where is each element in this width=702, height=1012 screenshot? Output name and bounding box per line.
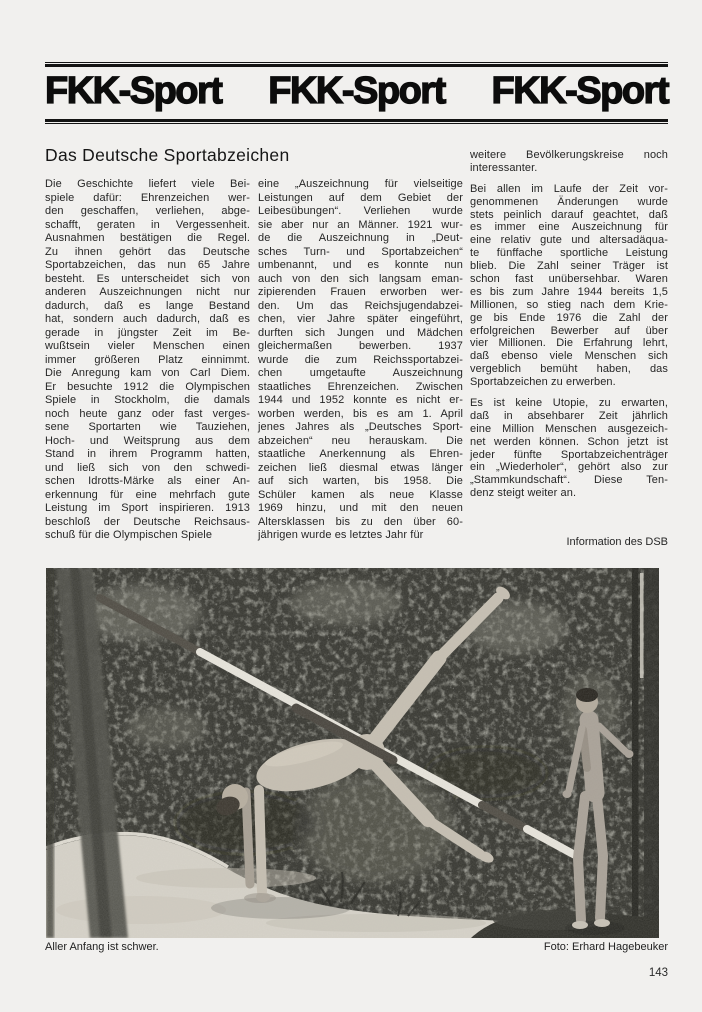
text-line: Spiele in Stockholm, die damals: [45, 394, 250, 406]
text-line: jeder fünfte Sportabzeichenträger: [470, 448, 668, 461]
text-line: spiele dafür: Ehrenzeichen wer-: [45, 191, 250, 204]
text-line: jenes Jahres als „Deutsches Sport-: [258, 421, 463, 433]
text-line: jährigen wurde es letztes Jahr für: [258, 529, 424, 541]
text-line: zeichen ließ diesmal etwas länger: [258, 461, 463, 474]
text-line: durften sich Jungen und Mädchen: [258, 326, 463, 339]
text-line: eine „Auszeichnung für vielseitige: [258, 178, 463, 190]
text-line: te fünffache sportliche Leistung: [470, 247, 668, 260]
text-line: eine relativ gute und altersadäqua-: [470, 234, 668, 247]
text-line: genommenen Änderungen wurde: [470, 195, 668, 208]
text-line: zipierenden Frauen erworben wer-: [258, 286, 463, 298]
text-line: Ausnahmen bestätigen die Regel.: [45, 232, 250, 244]
paragraph-gap: [470, 389, 668, 397]
text-line: auf sich warten, bis 1958. Die: [258, 475, 463, 487]
text-line: sene Sportarten wie Tauziehen,: [45, 421, 250, 433]
top-rule: [45, 62, 668, 67]
bottom-rule: [45, 119, 668, 124]
text-column-3: [470, 149, 668, 500]
paragraph-gap: [470, 175, 668, 183]
text-line: Er besuchte 1912 die Olympischen: [45, 380, 250, 393]
page-number: 143: [648, 967, 668, 979]
text-line: weitere Bevölkerungskreise noch: [470, 149, 668, 161]
text-line: chen, vier Jahre später eingeführt,: [258, 313, 463, 325]
masthead-title: FKK-Sport: [45, 69, 222, 112]
caption-row: [45, 941, 668, 953]
text-column-2: [258, 178, 463, 543]
photo-illustration: [46, 568, 659, 938]
text-line: vergeblich bemüht haben, das: [470, 363, 668, 376]
text-line: de die Auszeichnung in „Deut-: [258, 232, 463, 244]
text-line: „Stammkundschaft“. Diese Ten-: [470, 474, 668, 487]
article-heading: Das Deutsche Sportabzeichen: [45, 145, 290, 165]
text-line: eine Million Menschen ausgezeich-: [470, 422, 668, 435]
text-line: blieb. Die Zahl seiner Träger ist: [470, 260, 668, 273]
text-line: es immer eine Auszeichnung für: [470, 221, 668, 234]
photo-credit: Foto: Erhard Hagebeuker: [543, 941, 668, 953]
text-line: schen Idrotts-Märke als einer An-: [45, 475, 250, 487]
text-line: schafft, geraten in Vergessenheit.: [45, 218, 250, 231]
text-line: Es ist keine Utopie, zu erwarten,: [470, 397, 668, 410]
text-line: vier Millionen. Die Erfahrung lehrt,: [470, 337, 668, 350]
text-line: Sportabzeichen, das nun 65 Jahre: [45, 259, 250, 271]
text-line: Die Geschichte liefert viele Bei-: [45, 178, 250, 190]
text-line: staatliches Ehrenzeichen. Zwischen: [258, 380, 463, 393]
text-line: daß in absehbarer Zeit jährlich: [470, 409, 668, 422]
text-line: schon fast unübersehbar. Waren: [470, 273, 668, 286]
text-line: auch von den sich langsam eman-: [258, 272, 463, 285]
photo-svg: [46, 568, 659, 938]
text-line: beschloß der Deutsche Reichsaus-: [45, 515, 250, 528]
text-line: ge bis Ende 1976 die Zahl der: [470, 311, 668, 324]
text-line: gerade in jüngster Zeit im Be-: [45, 326, 250, 339]
film-grain: [46, 568, 659, 938]
text-line: Hoch- und Weitsprung aus dem: [45, 434, 250, 447]
masthead-title: FKK-Sport: [268, 69, 445, 112]
article-byline: Information des DSB: [566, 536, 668, 548]
text-line: Leistung im Sport inspirieren. 1913: [45, 502, 250, 514]
text-line: 1969 hinzu, und mit den neuen: [258, 502, 463, 514]
text-line: abzeichen“ neu herauskam. Die: [258, 434, 463, 447]
text-line: Millionen, so stieg nach dem Krie-: [470, 298, 668, 311]
text-line: sie aber nur an Männer. 1921 wur-: [258, 218, 463, 231]
text-line: wußtsein vieler Menschen einen: [45, 340, 250, 352]
text-line: interessanter.: [470, 161, 538, 174]
text-line: ein „Wiederholer“, gehört also zur: [470, 461, 668, 474]
masthead-title: FKK-Sport: [491, 69, 668, 112]
text-line: erfolgreichen Bewerber auf über: [470, 324, 668, 337]
text-line: den geschaffen, verliehen, abge-: [45, 205, 250, 217]
masthead: [45, 68, 668, 114]
text-line: Die Anregung kam von Carl Diem.: [45, 367, 250, 379]
text-line: Schüler kamen als neue Klasse: [258, 488, 463, 501]
text-line: hat, sondern auch dadurch, daß es: [45, 313, 250, 325]
text-line: schuß für die Olympischen Spiele: [45, 529, 213, 541]
text-line: gleichermaßen bewerben. 1937: [258, 340, 463, 352]
text-line: immer größeren Platz einnimmt.: [45, 353, 250, 366]
text-line: 1944 und 1952 konnte es nicht er-: [258, 394, 463, 406]
text-line: Stand in ihrem Programm hatten,: [45, 448, 250, 460]
text-line: Leibesübungen“. Verliehen wurde: [258, 205, 463, 217]
text-line: staatliche Anerkennung als Ehren-: [258, 448, 463, 460]
text-line: denz steigt weiter an.: [470, 487, 577, 500]
text-line: anderen Auszeichnungen nicht nur: [45, 286, 250, 298]
text-line: worben werden, bis es am 1. April: [258, 407, 463, 420]
text-line: noch heute ganz oder fast verges-: [45, 407, 250, 420]
text-line: Bei allen im Laufe der Zeit vor-: [470, 182, 668, 195]
text-line: Zu ihnen gehört das Deutsche: [45, 245, 250, 258]
text-line: dadurch, daß es lange Bestand: [45, 299, 250, 312]
text-line: stets peinlich darauf geachtet, daß: [470, 208, 668, 221]
text-line: wurde die zum Reichssportabzei-: [258, 353, 463, 366]
text-line: Altersklassen bis zu den über 60-: [258, 515, 463, 528]
text-line: den. Um das Reichsjugendabzei-: [258, 299, 463, 312]
text-line: chen umgetaufte Auszeichnung: [258, 367, 463, 379]
text-line: und ließ sich von den schwedi-: [45, 461, 250, 474]
text-line: daß ebenso viele Menschen sich: [470, 350, 668, 363]
text-line: Sportabzeichen zu erwerben.: [470, 376, 616, 389]
text-column-1: [45, 178, 250, 543]
text-line: erkennung für eine mehrfach gute: [45, 488, 250, 501]
text-line: besteht. Es unterscheidet sich von: [45, 272, 250, 285]
text-line: sches Turn- und Sportabzeichen“: [258, 245, 463, 258]
text-line: net werden können. Schon jetzt ist: [470, 435, 668, 448]
photo-caption: Aller Anfang ist schwer.: [45, 941, 159, 953]
text-line: umbenannt, und es konnte nun: [258, 259, 463, 271]
text-line: es bis zum Jahre 1944 bereits 1,5: [470, 285, 668, 298]
text-line: Leistungen auf dem Gebiet der: [258, 191, 463, 204]
